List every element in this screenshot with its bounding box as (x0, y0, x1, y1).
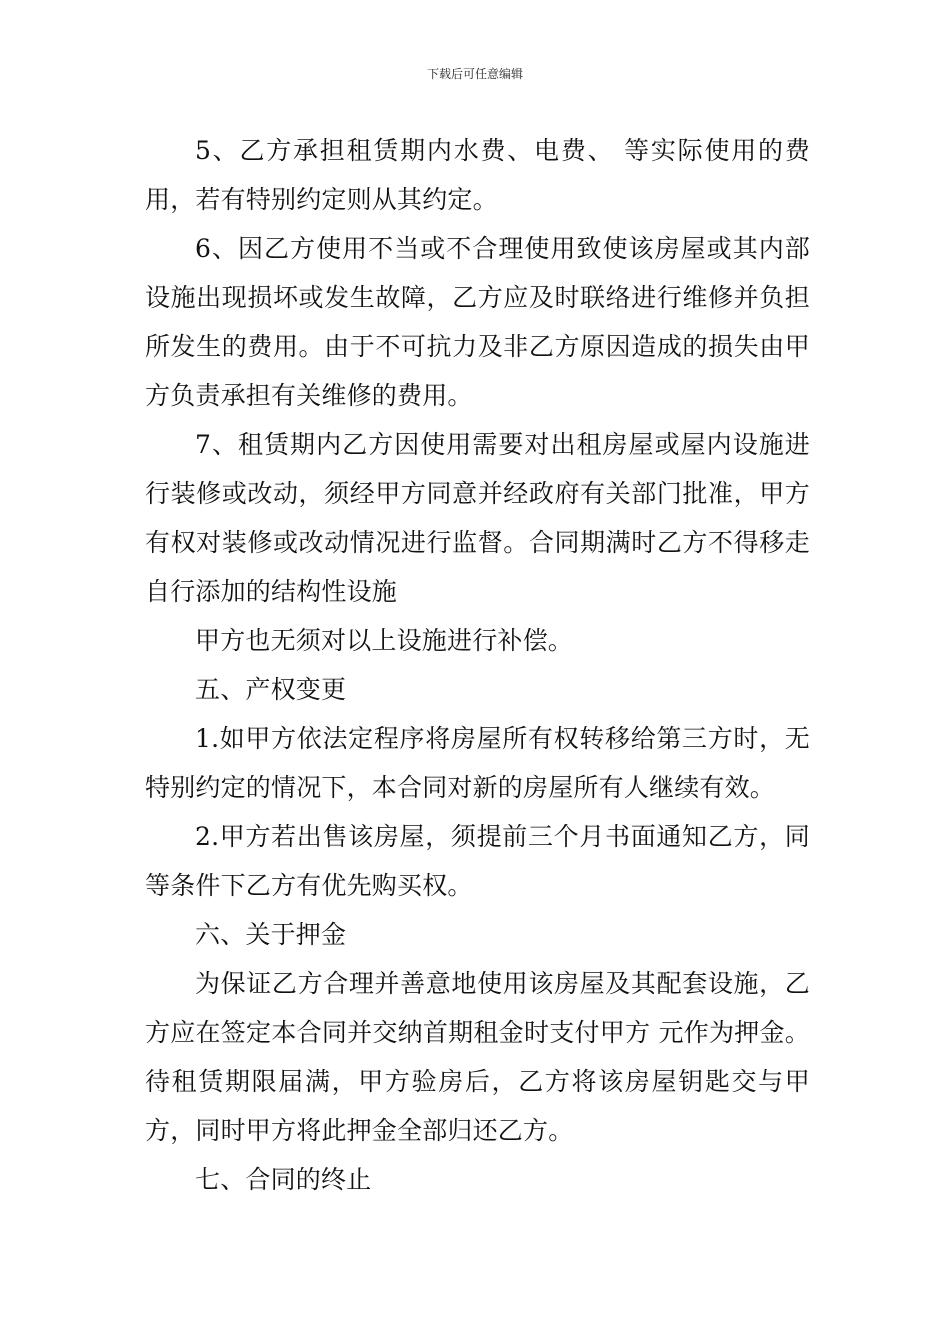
property-change-item-1: 1.如甲方依法定程序将房屋所有权转移给第三方时，无特别约定的情况下，本合同对新的房屋所有人继续有效。 (145, 724, 810, 802)
document-body (145, 126, 810, 1204)
clause-7-paragraph: 7、租赁期内乙方因使用需要对出租房屋或屋内设施进行装修或改动，须经甲方同意并经政府有关部门批准，甲方有权对装修或改动情况进行监督。合同期满时乙方不得移走自行添加的结构性设施 (145, 430, 810, 606)
clause-6-paragraph: 6、因乙方使用不当或不合理使用致使该房屋或其内部设施出现损坏或发生故障，乙方应及时联络进行维修并负担所发生的费用。由于不可抗力及非乙方原因造成的损失由甲方负责承担有关维修的费用。 (145, 234, 810, 410)
section-heading-termination: 七、合同的终止 (195, 1165, 372, 1194)
property-change-item-2: 2.甲方若出售该房屋，须提前三个月书面通知乙方，同等条件下乙方有优先购买权。 (145, 822, 810, 900)
page-header-note: 下载后可任意编辑 (426, 67, 523, 81)
compensation-paragraph: 甲方也无须对以上设施进行补偿。 (195, 626, 574, 655)
section-heading-deposit: 六、关于押金 (195, 920, 347, 949)
deposit-paragraph: 为保证乙方合理并善意地使用该房屋及其配套设施，乙方应在签定本合同并交纳首期租金时支付甲方 元作为押金。待租赁期限届满，甲方验房后，乙方将该房屋钥匙交与甲方，同时甲方将此押金全部归还乙方。 (145, 969, 810, 1145)
section-heading-property-change: 五、产权变更 (195, 675, 347, 704)
clause-5-paragraph: 5、乙方承担租赁期内水费、电费、 等实际使用的费用，若有特别约定则从其约定。 (145, 136, 810, 214)
